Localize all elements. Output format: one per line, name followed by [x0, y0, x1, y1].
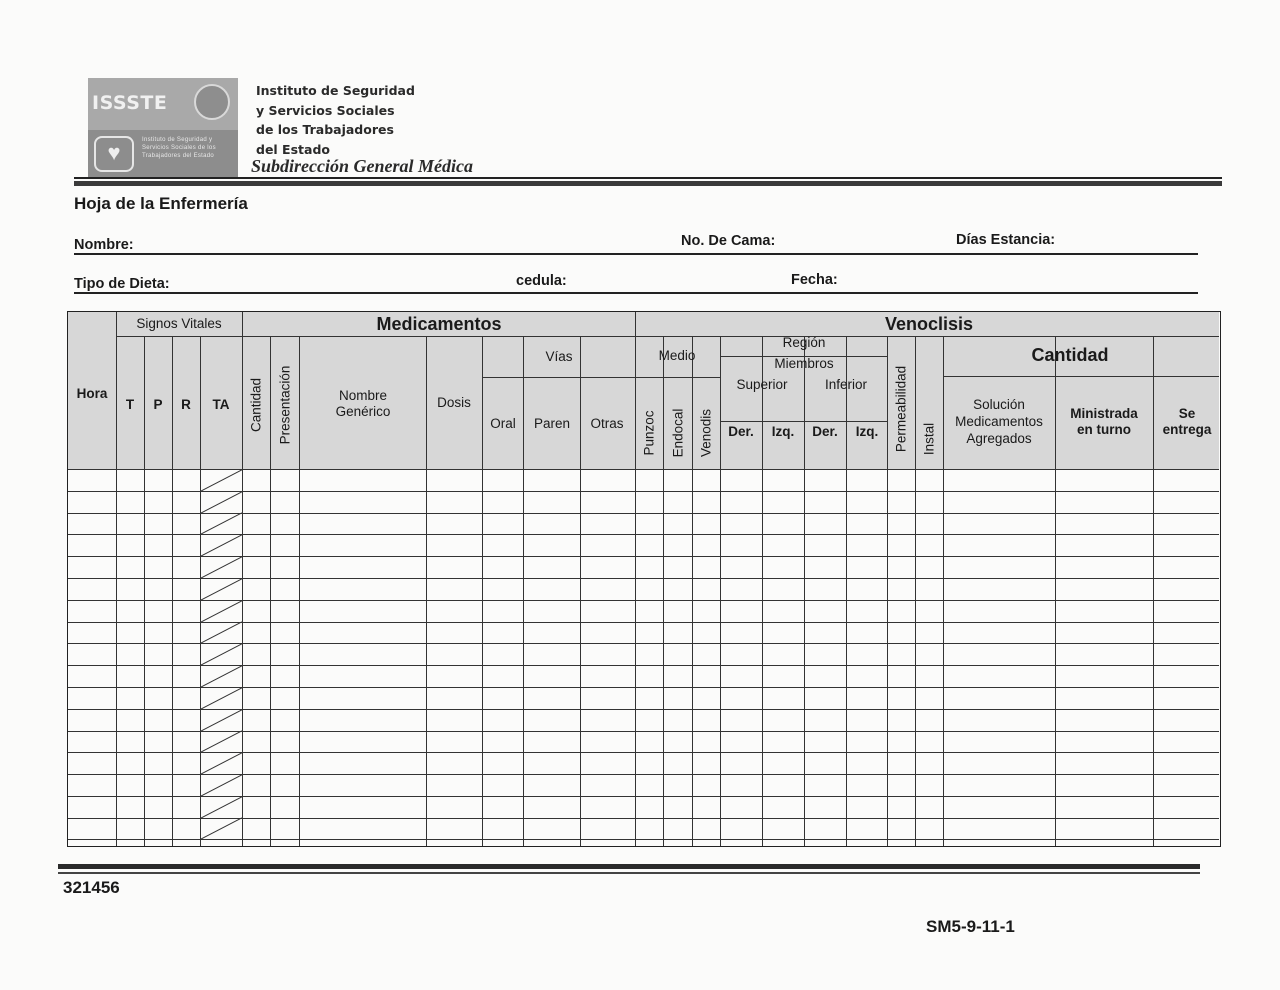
grid-vertical-line: [762, 377, 763, 846]
grid-vertical-line: [144, 336, 145, 846]
nombre-field-line[interactable]: [74, 253, 1198, 255]
logo-top-band: [88, 78, 238, 130]
punzoc-header: Punzoc: [641, 410, 657, 456]
endocal-header: Endocal: [670, 408, 686, 458]
paren-header: Paren: [533, 416, 571, 431]
oral-header: Oral: [490, 416, 516, 431]
grid-vertical-line: [720, 336, 721, 846]
table-row-line: [68, 839, 1219, 840]
grid-vertical-line: [887, 336, 888, 846]
nombre-header-line1: Nombre: [338, 388, 388, 403]
ta-diagonal-line: [200, 818, 242, 841]
r-header: R: [181, 397, 191, 412]
ta-header: TA: [212, 397, 230, 412]
dias-label: Días Estancia:: [956, 232, 1056, 248]
nursing-table: [67, 311, 1221, 847]
cedula-label: cedula:: [516, 273, 567, 289]
ta-diagonal-line: [200, 513, 242, 536]
dieta-label: Tipo de Dieta:: [74, 276, 170, 292]
grid-vertical-line: [635, 312, 636, 336]
grid-vertical-line: [943, 336, 944, 846]
dieta-field-line[interactable]: [74, 292, 1198, 294]
solucion-header-line3: Agregados: [966, 431, 1032, 446]
cama-label: No. De Cama:: [681, 233, 776, 249]
venodis-header: Venodis: [698, 408, 714, 458]
form-title: Hoja de la Enfermería: [74, 194, 248, 213]
ta-diagonal-line: [200, 556, 242, 579]
superior-header: Superior: [736, 377, 788, 392]
grid-vertical-line: [580, 377, 581, 846]
cantidad-header: Cantidad: [248, 377, 264, 433]
institution-line: de los Trabajadores: [256, 122, 394, 137]
logo-bottom-band: [88, 130, 238, 178]
header-rule-thick: [74, 181, 1222, 186]
grid-vertical-line: [426, 336, 427, 846]
grid-vertical-line: [804, 377, 805, 846]
grid-vertical-line: [172, 336, 173, 846]
grid-vertical-line: [200, 336, 201, 846]
grid-vertical-line: [116, 336, 117, 846]
group-divider-line: [116, 336, 1219, 337]
ta-diagonal-line: [200, 469, 242, 492]
venoclisis-header: Venoclisis: [884, 314, 974, 334]
miembros-header: Miembros: [774, 356, 834, 371]
vias-divider-line: [482, 377, 635, 378]
folio-number: 321456: [63, 878, 120, 897]
nombre-header-line2: Genérico: [335, 404, 391, 419]
medio-divider-line: [635, 377, 720, 378]
p-header: P: [153, 397, 163, 412]
logo-wordmark: ISSSTE: [92, 92, 168, 114]
solucion-header-line2: Medicamentos: [955, 414, 1043, 429]
ta-diagonal-line: [200, 600, 242, 623]
ministrada-header-line2: en turno: [1077, 422, 1131, 437]
institution-name: [256, 81, 415, 159]
dosis-header: Dosis: [437, 395, 471, 410]
grid-vertical-line: [663, 336, 664, 846]
institution-line: Instituto de Seguridad: [256, 83, 415, 98]
inferior-header: Inferior: [824, 377, 868, 392]
grid-vertical-line: [242, 312, 243, 336]
ta-diagonal-line: [200, 774, 242, 797]
hora-header: Hora: [76, 386, 108, 401]
ta-diagonal-line: [200, 730, 242, 753]
issste-logo: [88, 78, 238, 178]
mexican-seal-icon: [194, 84, 230, 120]
footer-rule: [58, 872, 1200, 874]
otras-header: Otras: [590, 416, 624, 431]
inf-izq-header: Izq.: [855, 424, 879, 439]
sup-izq-header: Izq.: [771, 424, 795, 439]
ta-diagonal-line: [200, 665, 242, 688]
se-entrega-header-line2: entrega: [1162, 422, 1212, 437]
t-header: T: [125, 397, 135, 412]
ta-diagonal-line: [200, 534, 242, 557]
nombre-label: Nombre:: [74, 237, 134, 253]
medicamentos-header: Medicamentos: [376, 314, 502, 334]
solucion-header-line1: Solución: [973, 397, 1025, 412]
inf-der-header: Der.: [812, 424, 838, 439]
subdirection-title: Subdirección General Médica: [251, 156, 473, 176]
signos-vitales-header: Signos Vitales: [136, 316, 222, 331]
grid-vertical-line: [482, 336, 483, 846]
footer-rule-thick: [58, 864, 1200, 869]
se-entrega-header-line1: Se: [1178, 406, 1196, 421]
grid-vertical-line: [1153, 336, 1154, 846]
grid-vertical-line: [692, 336, 693, 846]
form-code: SM5-9-11-1: [926, 917, 1015, 936]
institution-line: y Servicios Sociales: [256, 102, 395, 118]
permeabilidad-header: Permeabilidad: [893, 365, 909, 453]
ministrada-header-line1: Ministrada: [1070, 406, 1138, 421]
cantidad-group-header: Cantidad: [1031, 345, 1109, 365]
grid-vertical-line: [635, 336, 636, 846]
ta-diagonal-line: [200, 752, 242, 775]
grid-vertical-line: [242, 336, 243, 846]
grid-vertical-line: [1055, 336, 1056, 846]
cantidad-divider-line: [943, 376, 1219, 377]
presentacion-header: Presentación: [277, 365, 293, 445]
sup-der-header: Der.: [728, 424, 754, 439]
der-izq-divider-line: [720, 421, 887, 422]
grid-vertical-line: [846, 377, 847, 846]
region-header: Región: [782, 335, 826, 350]
ta-diagonal-line: [200, 643, 242, 666]
vias-header: Vías: [545, 349, 573, 364]
grid-vertical-line: [299, 336, 300, 846]
grid-vertical-line: [270, 336, 271, 846]
ta-diagonal-line: [200, 578, 242, 601]
fecha-label: Fecha:: [791, 272, 838, 288]
medio-header: Medio: [658, 348, 696, 363]
hands-emblem-icon: ♥: [94, 136, 134, 172]
header-rule: [74, 177, 1222, 179]
instal-header: Instal: [921, 422, 937, 456]
grid-vertical-line: [523, 377, 524, 846]
ta-diagonal-line: [200, 622, 242, 645]
grid-vertical-line: [116, 312, 117, 336]
ta-diagonal-line: [200, 796, 242, 819]
grid-vertical-line: [915, 336, 916, 846]
ta-diagonal-line: [200, 687, 242, 710]
ta-diagonal-line: [200, 709, 242, 732]
institution-line: del Estado: [256, 141, 330, 157]
ta-diagonal-line: [200, 491, 242, 514]
logo-small-text: Instituto de Seguridad y Servicios Sociales de los Trabajadores del Estado: [142, 137, 216, 159]
